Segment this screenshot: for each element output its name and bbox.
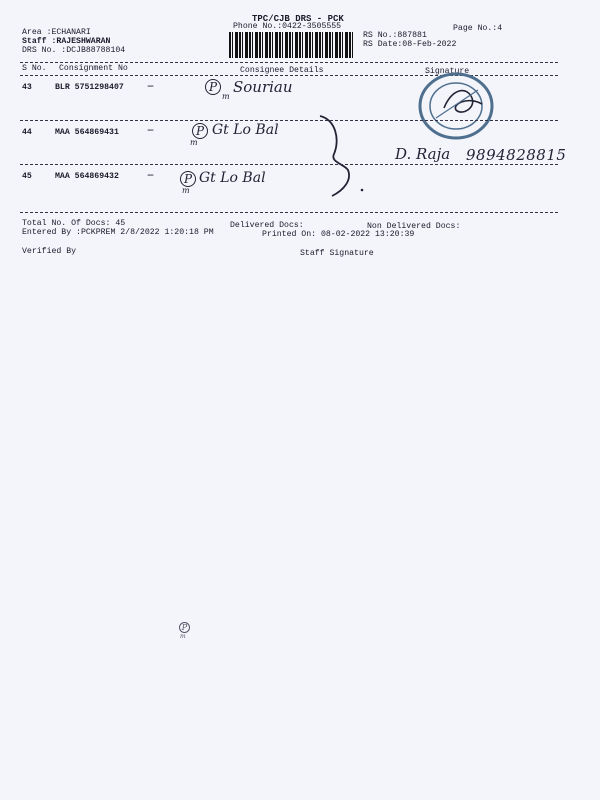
row-sno: 43 (22, 83, 32, 92)
receiver-name: D. Raja (395, 145, 451, 163)
row-consignment: BLR 5751298407 (55, 83, 124, 92)
drs-number: DRS No. :DCJB88788104 (22, 46, 126, 55)
staff-name: RAJESHWARAN (56, 37, 111, 46)
staff-label: Staff : (22, 37, 57, 46)
rs-number: RS No.:887881 (363, 31, 427, 40)
footer-rule (20, 212, 558, 213)
row-divider (20, 164, 558, 165)
row-m-mark: m (182, 186, 190, 195)
total-docs: Total No. Of Docs: 45 (22, 219, 126, 228)
column-signature: Signature (425, 67, 470, 76)
column-consignment: Consignment No (59, 64, 128, 73)
page-number: Page No.:4 (453, 24, 503, 33)
receiver-phone: 9894828815 (466, 146, 567, 164)
delivered-docs: Delivered Docs: (230, 221, 304, 230)
row-p-mark: P (205, 79, 221, 95)
document-title: TPC/CJB DRS - PCK (252, 14, 344, 24)
stray-p-mark: P (179, 622, 190, 633)
row-sno: 45 (22, 172, 32, 181)
printed-on: Printed On: 08-02-2022 13:20:39 (262, 230, 415, 239)
non-delivered-docs: Non Delivered Docs: (367, 222, 461, 231)
row-consignee: Gt Lo Bal (212, 122, 279, 138)
row-m-mark: m (190, 138, 198, 147)
entered-by: Entered By :PCKPREM 2/8/2022 1:20:18 PM (22, 228, 214, 237)
area-field: Area :ECHANARI (22, 28, 91, 37)
row-sno: 44 (22, 128, 32, 137)
stray-m-mark: m (180, 633, 186, 640)
row-consignee: Gt Lo Bal (199, 170, 266, 186)
row-m-mark: m (222, 92, 230, 101)
barcode (229, 32, 353, 58)
handwritten-bracket (310, 110, 370, 200)
row-dash: – (147, 167, 154, 183)
row-consignment: MAA 564869431 (55, 128, 119, 137)
header-top-rule (20, 62, 558, 63)
rs-date: RS Date:08-Feb-2022 (363, 40, 457, 49)
phone-number: Phone No.:0422-3505555 (233, 22, 342, 31)
column-sno: S No. (22, 64, 47, 73)
column-consignee: Consignee Details (240, 66, 324, 75)
row-dash: – (147, 122, 154, 138)
row-consignee: Souriau (233, 78, 293, 96)
verified-by: Verified By (22, 247, 77, 256)
row-consignment: MAA 564869432 (55, 172, 119, 181)
row-divider (20, 120, 558, 121)
row-p-mark: P (192, 123, 208, 139)
row-p-mark: P (180, 171, 196, 187)
row-dash: – (147, 78, 154, 94)
delivery-stamp (412, 68, 502, 148)
staff-signature: Staff Signature (300, 249, 374, 258)
